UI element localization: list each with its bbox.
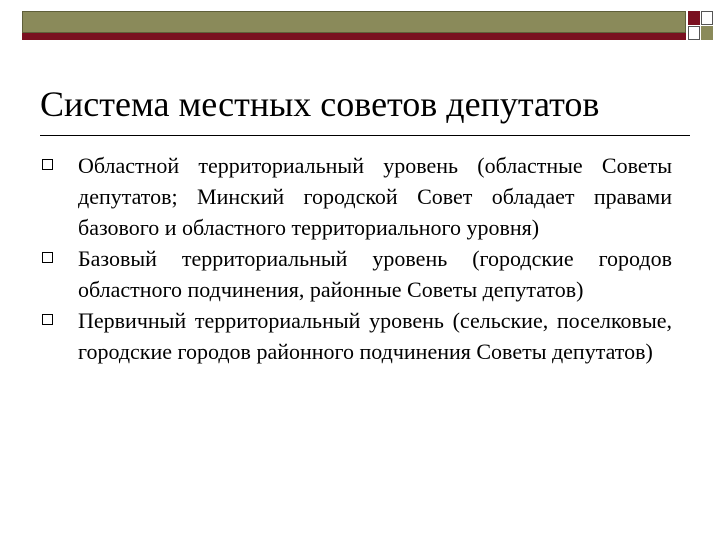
band-olive-bar: [22, 11, 686, 33]
bullet-list: [40, 150, 672, 367]
top-decorative-band: [22, 11, 686, 39]
corner-square-white: [701, 11, 713, 25]
corner-square-olive: [701, 26, 713, 40]
slide-title: Система местных советов депутатов: [40, 84, 600, 124]
bullet-text: Первичный территориальный уровень (сельские, поселковые, городские городов районного подчинения Советы депутатов): [78, 308, 672, 364]
bullet-text: Областной территориальный уровень (областные Советы депутатов; Минский городской Совет обладает правами базового и областного территориального уровня): [78, 153, 672, 240]
bullet-item: [40, 150, 672, 243]
corner-square-maroon: [688, 11, 700, 25]
bullet-item: [40, 243, 672, 305]
bullet-item: [40, 305, 672, 367]
title-divider: [40, 135, 690, 136]
hollow-square-bullet-icon: [42, 252, 53, 263]
bullet-text: Базовый территориальный уровень (городские городов областного подчинения, районные Советы депутатов): [78, 246, 672, 302]
hollow-square-bullet-icon: [42, 159, 53, 170]
corner-square-white: [688, 26, 700, 40]
hollow-square-bullet-icon: [42, 314, 53, 325]
band-maroon-stripe: [22, 33, 686, 40]
corner-squares-decoration: [688, 11, 713, 41]
